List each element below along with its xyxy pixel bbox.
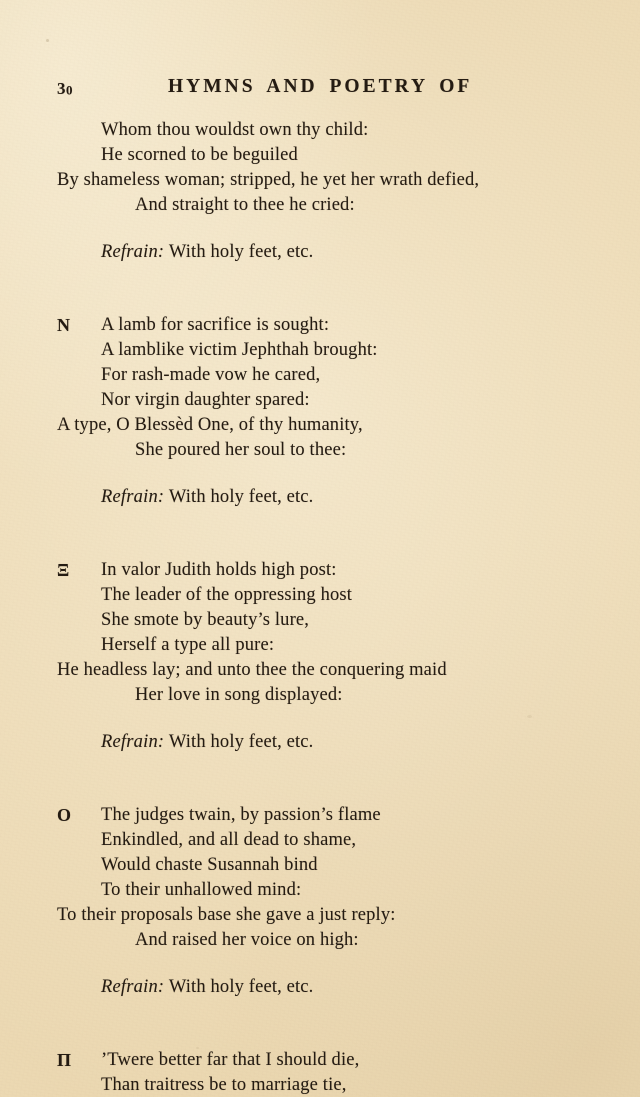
verse-text: Herself a type all pure:	[101, 635, 275, 655]
verse-line	[0, 828, 640, 853]
refrain-line	[0, 975, 640, 1000]
stanza-marker: Π	[57, 1050, 72, 1070]
page-number	[57, 79, 73, 99]
stanza-marker: O	[57, 805, 72, 825]
verse-line	[0, 313, 640, 338]
stanza	[0, 118, 640, 313]
verse-text: Her love in song displayed:	[135, 685, 343, 705]
stanza-gap	[0, 1000, 640, 1048]
verse-text: The judges twain, by passion’s flame	[101, 805, 381, 825]
refrain-line	[0, 730, 640, 755]
verse-line	[0, 193, 640, 218]
stanza	[0, 803, 640, 1048]
refrain-label: Refrain:	[101, 487, 165, 507]
verse-text: Than traitress be to marriage tie,	[101, 1075, 347, 1095]
verse-text: Nor virgin daughter spared:	[101, 390, 310, 410]
verse-line	[0, 558, 640, 583]
verse-text: Whom thou wouldst own thy child:	[101, 120, 369, 140]
verse-line	[0, 633, 640, 658]
refrain-line	[0, 240, 640, 265]
stanza-gap	[0, 265, 640, 313]
poem-body	[0, 118, 640, 1097]
verse-line	[0, 438, 640, 463]
verse-line	[0, 388, 640, 413]
verse-text: She smote by beauty’s lure,	[101, 610, 310, 630]
verse-text: To their unhallowed mind:	[101, 880, 302, 900]
verse-text: He headless lay; and unto thee the conquering maid	[57, 660, 447, 680]
verse-line	[0, 583, 640, 608]
verse-line	[0, 903, 640, 928]
verse-line	[0, 878, 640, 903]
verse-text: A lamblike victim Jephthah brought:	[101, 340, 378, 360]
verse-text: A type, O Blessèd One, of thy humanity,	[57, 415, 363, 435]
verse-line	[0, 853, 640, 878]
refrain-label: Refrain:	[101, 977, 165, 997]
refrain-text: With holy feet, etc.	[168, 242, 314, 262]
refrain-text: With holy feet, etc.	[168, 732, 314, 752]
verse-text: Would chaste Susannah bind	[101, 855, 318, 875]
verse-text: And raised her voice on high:	[135, 930, 359, 950]
stanza-gap	[0, 510, 640, 558]
verse-line	[0, 928, 640, 953]
verse-text: In valor Judith holds high post:	[101, 560, 337, 580]
stanza-marker: Ξ	[57, 560, 70, 580]
stanza	[0, 558, 640, 803]
stanza	[0, 313, 640, 558]
verse-text: A lamb for sacrifice is sought:	[101, 315, 330, 335]
refrain-label: Refrain:	[101, 242, 165, 262]
verse-line	[0, 168, 640, 193]
verse-line	[0, 658, 640, 683]
verse-text: By shameless woman; stripped, he yet her wrath defied,	[57, 170, 480, 190]
verse-line	[0, 413, 640, 438]
verse-line	[0, 338, 640, 363]
verse-text: For rash-made vow he cared,	[101, 365, 321, 385]
verse-text: And straight to thee he cried:	[135, 195, 355, 215]
verse-line	[0, 1048, 640, 1073]
refrain-text: With holy feet, etc.	[168, 977, 314, 997]
running-head	[0, 76, 640, 104]
verse-text: She poured her soul to thee:	[135, 440, 347, 460]
refrain-label: Refrain:	[101, 732, 165, 752]
refrain-text: With holy feet, etc.	[168, 487, 314, 507]
verse-line	[0, 1073, 640, 1097]
verse-line	[0, 143, 640, 168]
page-number-zero: 0	[66, 82, 73, 98]
verse-text: He scorned to be beguiled	[101, 145, 298, 165]
verse-text: ’Twere better far that I should die,	[101, 1050, 360, 1070]
page-number-digits: 3	[57, 79, 66, 98]
verse-text: The leader of the oppressing host	[101, 585, 353, 605]
verse-line	[0, 683, 640, 708]
verse-line	[0, 608, 640, 633]
stanza	[0, 1048, 640, 1097]
verse-line	[0, 363, 640, 388]
verse-text: To their proposals base she gave a just reply:	[57, 905, 396, 925]
running-title: HYMNS AND POETRY OF	[168, 76, 473, 97]
stanza-gap	[0, 755, 640, 803]
verse-text: Enkindled, and all dead to shame,	[101, 830, 357, 850]
verse-line	[0, 803, 640, 828]
refrain-line	[0, 485, 640, 510]
stanza-marker: N	[57, 315, 71, 335]
verse-line	[0, 118, 640, 143]
paper-speck	[46, 39, 49, 42]
